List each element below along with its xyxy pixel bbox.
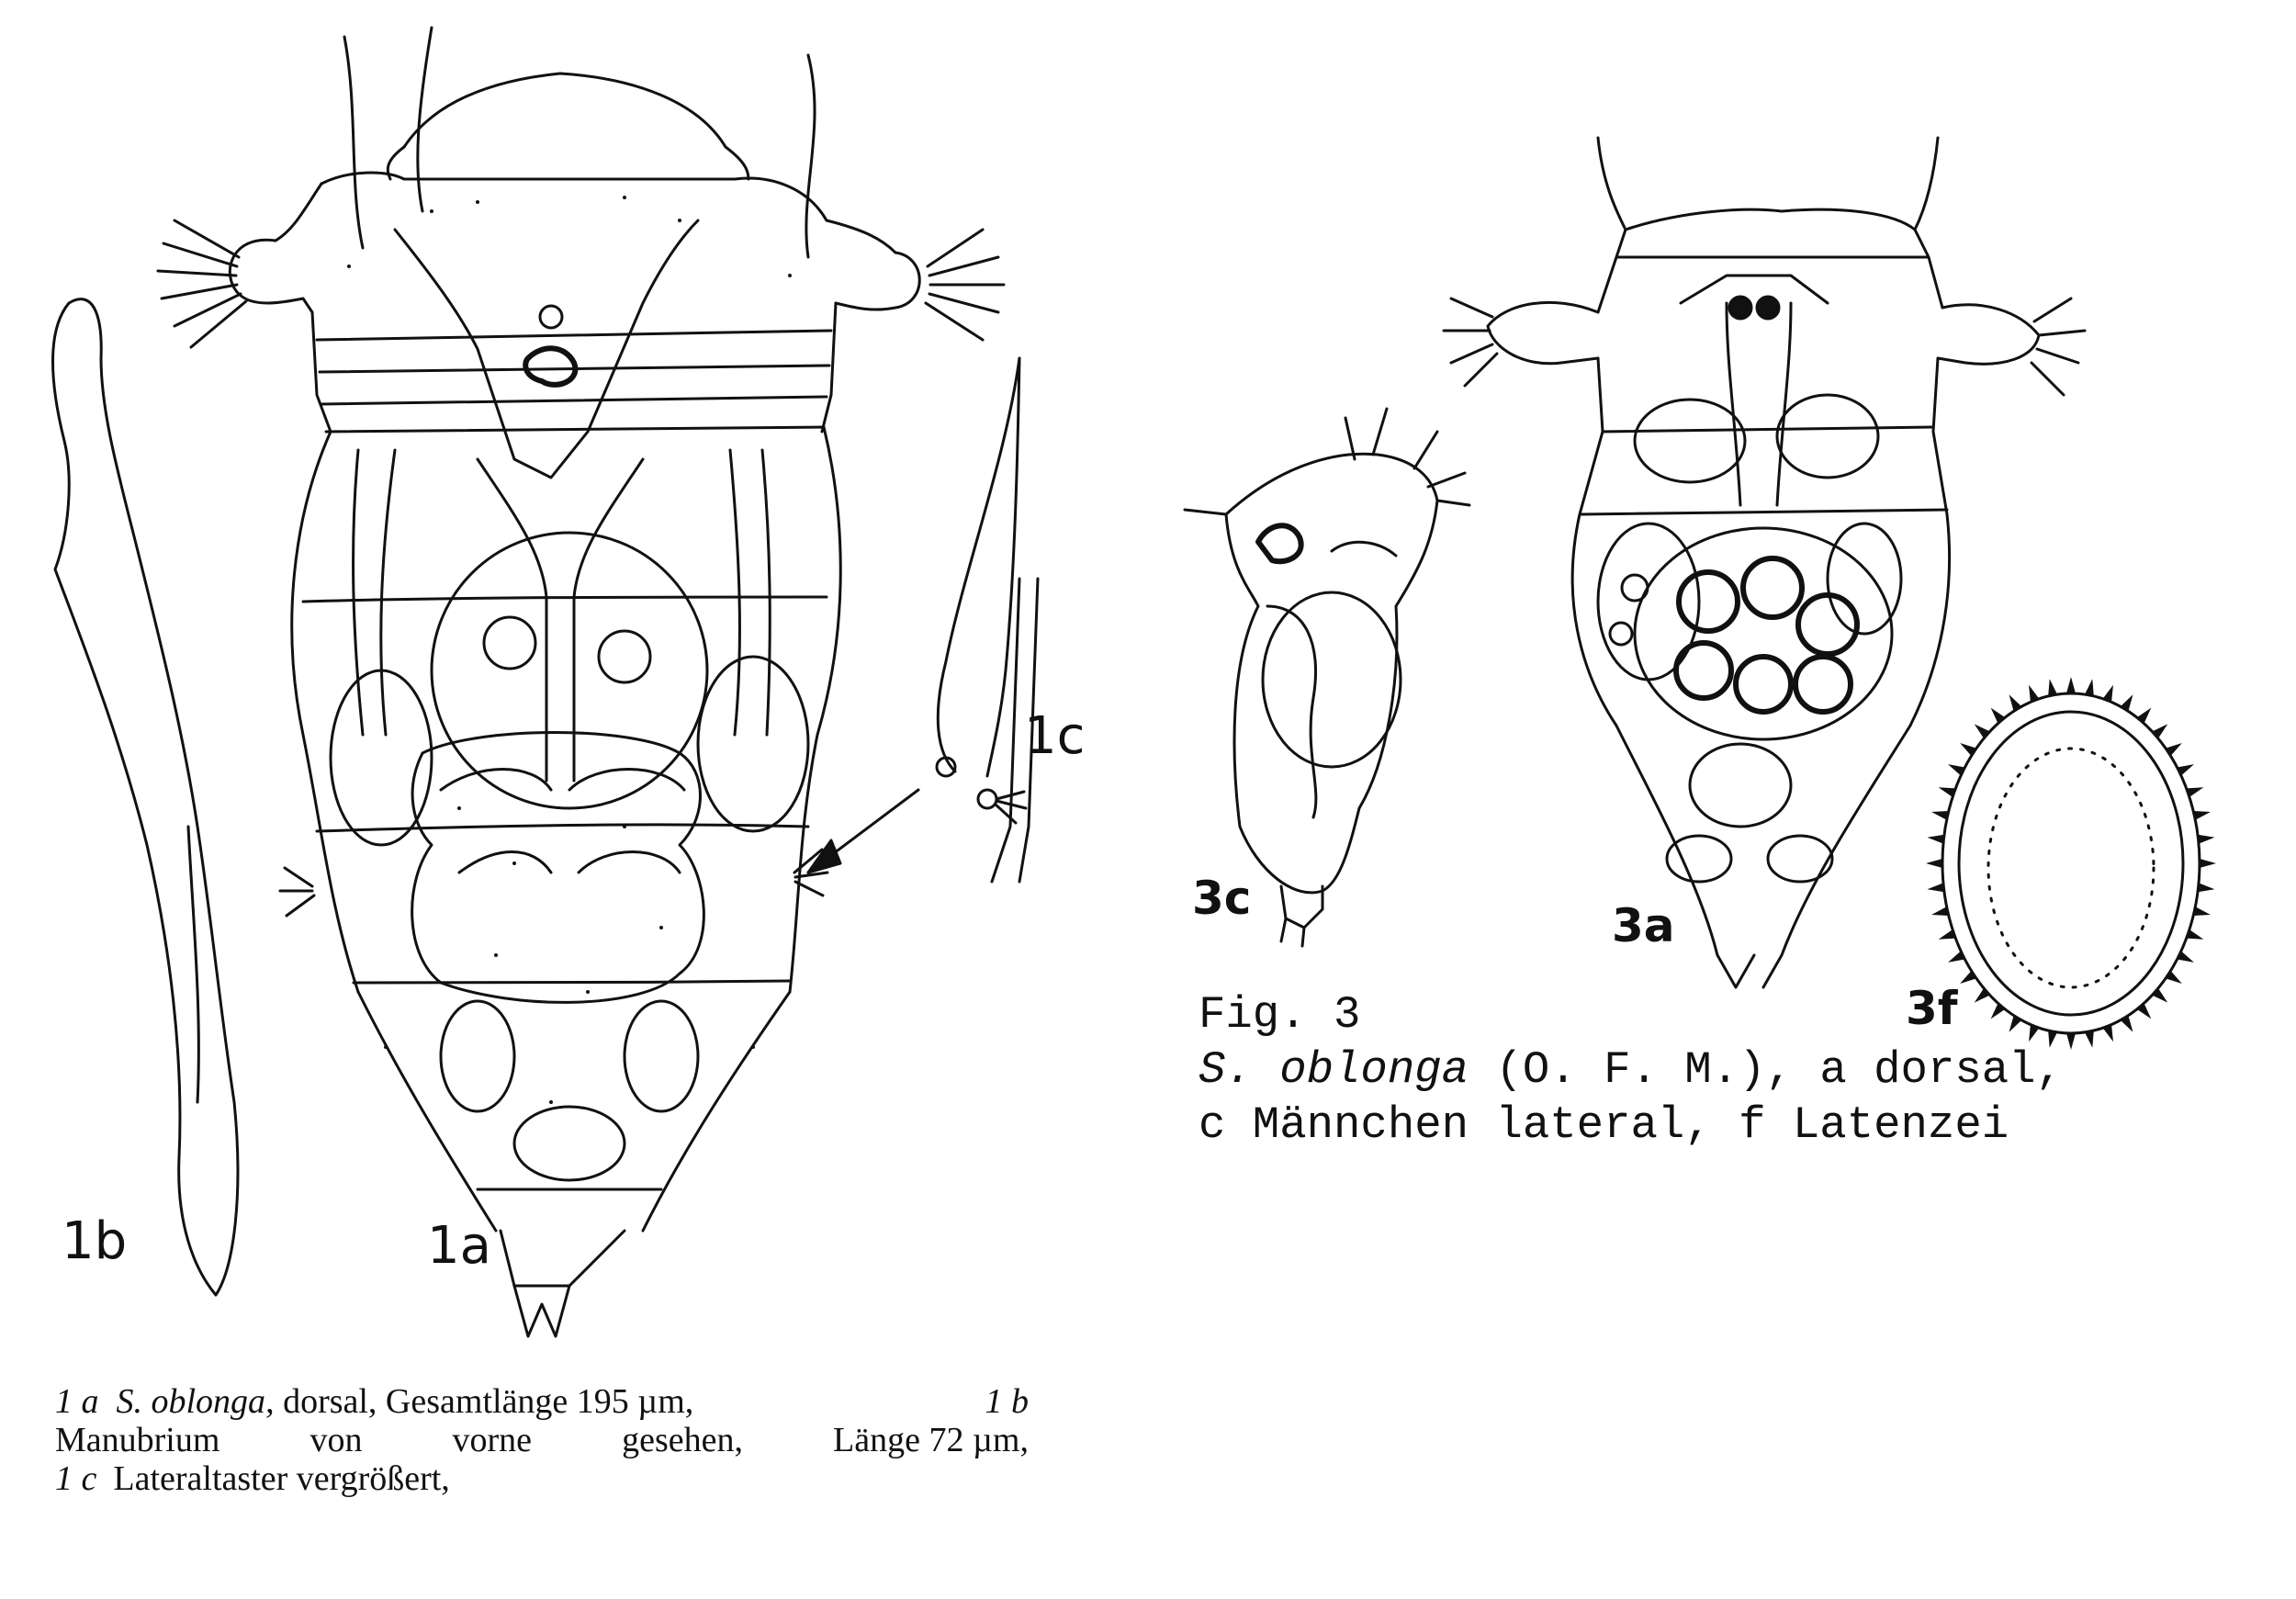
label-1c: 1c bbox=[1024, 706, 1086, 766]
caption-1c-text: Lateraltaster vergrößert, bbox=[113, 1459, 450, 1498]
caption-figure-1 bbox=[55, 1382, 1029, 1498]
egg-spine bbox=[1975, 724, 1990, 738]
label-3a: 3a bbox=[1612, 899, 1675, 952]
label-1b: 1b bbox=[62, 1211, 128, 1271]
caption-3-species: S. oblonga bbox=[1199, 1044, 1469, 1096]
caption-1b-word-4: gesehen, bbox=[622, 1421, 743, 1459]
caption-1b-ref: 1 b bbox=[985, 1382, 1029, 1421]
label-3c: 3c bbox=[1192, 872, 1252, 925]
caption-1b-word-3: vorne bbox=[452, 1421, 533, 1459]
egg-spine bbox=[2085, 679, 2094, 696]
egg-spine bbox=[1928, 835, 1944, 844]
caption-1-line-3 bbox=[55, 1459, 1029, 1498]
caption-1c-ref: 1 c bbox=[55, 1459, 97, 1498]
rotifer-3a-dorsal-drawing bbox=[1444, 138, 2085, 987]
caption-1-line-2 bbox=[55, 1421, 1029, 1459]
egg-spine bbox=[2066, 677, 2076, 693]
egg-spine bbox=[1939, 929, 1956, 940]
egg-spine bbox=[2137, 708, 2151, 724]
species-name: S. oblonga bbox=[116, 1382, 266, 1421]
caption-3-title: Fig. 3 bbox=[1199, 989, 1361, 1041]
egg-spine bbox=[2152, 724, 2167, 738]
manubrium-1b-drawing bbox=[53, 299, 238, 1295]
egg-spine bbox=[2187, 787, 2204, 797]
caption-1a-text: , dorsal, Gesamtlänge 195 µm, bbox=[265, 1382, 694, 1421]
caption-3-line-1-rest: (O. F. M.), a dorsal, bbox=[1469, 1044, 2063, 1096]
egg-spine bbox=[1939, 787, 1956, 797]
caption-3-line-1 bbox=[1199, 1042, 2255, 1098]
label-3f: 3f bbox=[1906, 982, 1958, 1035]
caption-1b-length: Länge 72 µm, bbox=[833, 1421, 1029, 1459]
egg-spine bbox=[1931, 906, 1949, 916]
egg-spine bbox=[1928, 883, 1944, 892]
egg-spine bbox=[1991, 708, 2005, 724]
caption-1-line-1 bbox=[55, 1382, 1029, 1421]
egg-spine bbox=[1926, 859, 1942, 868]
label-1a: 1a bbox=[427, 1216, 491, 1276]
egg-spine bbox=[2198, 835, 2214, 844]
caption-1b-word-1: Manubrium bbox=[55, 1421, 220, 1459]
caption-figure-3 bbox=[1199, 987, 2255, 1153]
lateral-antenna-1c-drawing bbox=[937, 358, 1038, 882]
egg-spine bbox=[2193, 906, 2211, 916]
caption-3-line-2: c Männchen lateral, f Latenzei bbox=[1199, 1099, 2009, 1151]
egg-spine bbox=[1931, 811, 1949, 820]
egg-spine bbox=[2048, 679, 2057, 696]
male-3c-lateral-drawing bbox=[1185, 409, 1469, 946]
egg-spine bbox=[2200, 859, 2216, 868]
resting-egg-3f-drawing bbox=[1942, 693, 2200, 1033]
egg-spine bbox=[2193, 811, 2211, 820]
egg-spine bbox=[2198, 883, 2214, 892]
rotifer-1a-dorsal-drawing bbox=[158, 28, 1004, 1336]
caption-1a-ref: 1 a bbox=[55, 1382, 99, 1421]
egg-spine bbox=[2187, 929, 2204, 940]
caption-1b-word-2: von bbox=[310, 1421, 363, 1459]
